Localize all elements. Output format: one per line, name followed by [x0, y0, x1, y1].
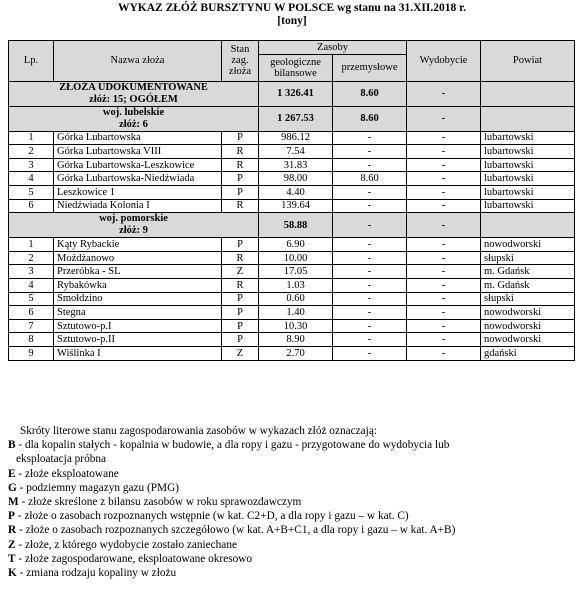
cell-powiat: m. Gdańsk — [481, 265, 575, 279]
cell-geo: 4.40 — [259, 185, 333, 199]
cell-lp: 4 — [9, 278, 54, 292]
cell-przem: - — [333, 333, 407, 347]
legend-text: - złoże o zasobach rozpoznanych szczegółowo (w kat. A+B+C1, a dla ropy i gazu – w kat. A+B) — [16, 524, 456, 537]
cell-stan: P — [222, 292, 259, 306]
cell-przem: - — [333, 238, 407, 252]
group-przem: - — [333, 213, 407, 238]
header-zasoby: Zasoby — [259, 41, 407, 55]
cell-przem: - — [333, 278, 407, 292]
cell-name: Górka Lubartowska-Niedźwiada — [54, 172, 222, 186]
cell-stan: Z — [222, 346, 259, 360]
cell-name: Wiślinka I — [54, 346, 222, 360]
cell-przem: - — [333, 265, 407, 279]
cell-lp: 6 — [9, 306, 54, 320]
document-unit: [tony] — [277, 15, 307, 27]
cell-stan: P — [222, 185, 259, 199]
legend-key: R — [8, 524, 17, 537]
cell-powiat: m. Gdańsk — [481, 278, 575, 292]
group-przem: 8.60 — [333, 106, 407, 131]
cell-stan: P — [222, 319, 259, 333]
cell-przem: - — [333, 346, 407, 360]
cell-lp: 8 — [9, 333, 54, 347]
legend-key: M — [8, 496, 19, 509]
total-row — [9, 81, 575, 106]
cell-wyd: - — [407, 199, 481, 213]
table-row — [9, 251, 575, 265]
cell-geo: 17.05 — [259, 265, 333, 279]
cell-geo: 0.60 — [259, 292, 333, 306]
cell-lp: 3 — [9, 265, 54, 279]
cell-przem: - — [333, 158, 407, 172]
cell-lp: 9 — [9, 346, 54, 360]
cell-wyd: - — [407, 145, 481, 159]
cell-wyd: - — [407, 238, 481, 252]
deposits-table — [8, 40, 575, 361]
cell-lp: 2 — [9, 251, 54, 265]
cell-stan: P — [222, 333, 259, 347]
cell-geo: 31.83 — [259, 158, 333, 172]
group-geo: 58.88 — [259, 213, 333, 238]
cell-stan: Z — [222, 265, 259, 279]
group-powiat — [481, 213, 575, 238]
cell-geo: 6.90 — [259, 238, 333, 252]
legend-text: - zmiana rodzaju kopaliny w złożu — [16, 567, 177, 580]
cell-wyd: - — [407, 346, 481, 360]
cell-lp: 7 — [9, 319, 54, 333]
cell-name: Leszkowice 1 — [54, 185, 222, 199]
cell-geo: 139.64 — [259, 199, 333, 213]
group-wyd: - — [407, 213, 481, 238]
legend-intro: Skróty literowe stanu zagospodarowania zasobów w wykazach złóż oznaczają: — [20, 425, 377, 437]
cell-powiat: lubartowski — [481, 158, 575, 172]
cell-lp: 6 — [9, 199, 54, 213]
legend-item — [8, 538, 574, 552]
cell-wyd: - — [407, 278, 481, 292]
legend-text: - podziemny magazyn gazu (PMG) — [16, 481, 179, 494]
cell-name: Niedźwiada Kolonia I — [54, 199, 222, 213]
cell-stan: P — [222, 238, 259, 252]
cell-wyd: - — [407, 185, 481, 199]
legend-text: - złoże eksploatowane — [15, 467, 119, 480]
group-label — [9, 106, 259, 131]
group-row — [9, 213, 575, 238]
cell-przem: - — [333, 199, 407, 213]
legend-item — [8, 523, 574, 537]
cell-name: Górka Lubartowska-Leszkowice — [54, 158, 222, 172]
cell-powiat: nowodworski — [481, 238, 575, 252]
group-label-line2: złóż: 9 — [119, 225, 148, 237]
total-label-line2: złóż: 15; OGÓŁEM — [89, 93, 178, 105]
cell-stan: R — [222, 199, 259, 213]
legend-item-continuation: eksploatacja próbna — [16, 453, 107, 466]
total-przem: 8.60 — [333, 81, 407, 106]
legend-key: B — [8, 439, 16, 452]
header-lp: Lp. — [9, 41, 54, 82]
header-geologiczne: geologiczne bilansowe — [259, 54, 333, 81]
table-row — [9, 333, 575, 347]
cell-wyd: - — [407, 251, 481, 265]
cell-geo: 8.90 — [259, 333, 333, 347]
cell-lp: 5 — [9, 185, 54, 199]
cell-wyd: - — [407, 306, 481, 320]
cell-wyd: - — [407, 131, 481, 145]
group-wyd: - — [407, 106, 481, 131]
cell-name: Rybakówka — [54, 278, 222, 292]
header-name: Nazwa złoża — [54, 41, 222, 82]
table-row — [9, 158, 575, 172]
cell-wyd: - — [407, 319, 481, 333]
legend-item — [8, 566, 574, 580]
cell-geo: 1.40 — [259, 306, 333, 320]
legend-key: K — [8, 567, 17, 580]
total-powiat — [481, 81, 575, 106]
cell-lp: 1 — [9, 238, 54, 252]
legend-key: P — [8, 510, 15, 523]
legend-item — [8, 495, 574, 509]
total-label — [9, 81, 259, 106]
cell-geo: 1.03 — [259, 278, 333, 292]
cell-geo: 7.54 — [259, 145, 333, 159]
legend-text: - dla kopalin stałych - kopalnia w budowie, a dla ropy i gazu - przygotowane do wydobycia lub — [15, 439, 450, 452]
legend-item — [8, 467, 574, 481]
group-label-line1: woj. lubelskie — [102, 106, 165, 118]
cell-stan: R — [222, 278, 259, 292]
legend-text: - złoże skreślone z bilansu zasobów w roku sprawozdawczym — [18, 496, 302, 509]
legend — [8, 424, 574, 580]
cell-name: Przeróbka - SL — [54, 265, 222, 279]
group-geo: 1 267.53 — [259, 106, 333, 131]
group-row — [9, 106, 575, 131]
cell-powiat: lubartowski — [481, 172, 575, 186]
header-przemyslowe: przemysłowe — [333, 54, 407, 81]
cell-wyd: - — [407, 158, 481, 172]
cell-lp: 5 — [9, 292, 54, 306]
table-row — [9, 199, 575, 213]
header-stan: Stan zag. złoża — [222, 41, 259, 82]
cell-name: Górka Lubartowska VIII — [54, 145, 222, 159]
table-row — [9, 265, 575, 279]
cell-name: Możdżanowo — [54, 251, 222, 265]
cell-powiat: lubartowski — [481, 199, 575, 213]
cell-wyd: - — [407, 292, 481, 306]
cell-name: Sztutowo-p.II — [54, 333, 222, 347]
cell-powiat: słupski — [481, 292, 575, 306]
cell-stan: P — [222, 131, 259, 145]
header-wydobycie: Wydobycie — [407, 41, 481, 82]
cell-geo: 10.00 — [259, 251, 333, 265]
total-label-line1: ZŁOŻA UDOKUMENTOWANE — [59, 81, 208, 93]
legend-key: T — [8, 552, 16, 565]
cell-geo: 2.70 — [259, 346, 333, 360]
cell-stan: P — [222, 306, 259, 320]
cell-stan: P — [222, 172, 259, 186]
table-row — [9, 346, 575, 360]
cell-wyd: - — [407, 172, 481, 186]
cell-lp: 1 — [9, 131, 54, 145]
cell-przem: - — [333, 185, 407, 199]
legend-item — [8, 438, 574, 452]
cell-przem: - — [333, 319, 407, 333]
cell-name: Stegna — [54, 306, 222, 320]
cell-name: Górka Lubartowska — [54, 131, 222, 145]
cell-stan: R — [222, 145, 259, 159]
table-row — [9, 145, 575, 159]
table-row — [9, 278, 575, 292]
cell-powiat: nowodworski — [481, 306, 575, 320]
header-powiat: Powiat — [481, 41, 575, 82]
legend-item — [8, 509, 574, 523]
legend-item — [8, 481, 574, 495]
table-row — [9, 238, 575, 252]
cell-przem: - — [333, 145, 407, 159]
cell-przem: - — [333, 306, 407, 320]
cell-przem: - — [333, 131, 407, 145]
document-title: WYKAZ ZŁÓŻ BURSZTYNU W POLSCE wg stanu na 31.XII.2018 r. — [117, 2, 467, 14]
cell-powiat: gdański — [481, 346, 575, 360]
cell-wyd: - — [407, 333, 481, 347]
table-row — [9, 185, 575, 199]
total-wyd: - — [407, 81, 481, 106]
cell-lp: 2 — [9, 145, 54, 159]
cell-powiat: lubartowski — [481, 145, 575, 159]
cell-geo: 98.00 — [259, 172, 333, 186]
legend-key: E — [8, 467, 16, 480]
legend-text: - złoże zagospodarowane, eksploatowane okresowo — [15, 552, 253, 565]
group-label-line2: złóż: 6 — [119, 118, 148, 130]
cell-name: Smołdzino — [54, 292, 222, 306]
legend-key: G — [8, 481, 17, 494]
table-row — [9, 292, 575, 306]
cell-przem: - — [333, 251, 407, 265]
legend-item — [8, 552, 574, 566]
cell-stan: R — [222, 251, 259, 265]
cell-powiat: słupski — [481, 251, 575, 265]
table-row — [9, 172, 575, 186]
cell-przem: - — [333, 292, 407, 306]
cell-stan: R — [222, 158, 259, 172]
cell-powiat: nowodworski — [481, 333, 575, 347]
group-powiat — [481, 106, 575, 131]
group-label — [9, 213, 259, 238]
cell-name: Kąty Rybackie — [54, 238, 222, 252]
legend-text: - złoże o zasobach rozpoznanych wstępnie (w kat. C2+D, a dla ropy i gazu – w kat. C) — [14, 510, 409, 523]
cell-wyd: - — [407, 265, 481, 279]
cell-geo: 986.12 — [259, 131, 333, 145]
cell-powiat: nowodworski — [481, 319, 575, 333]
total-geo: 1 326.41 — [259, 81, 333, 106]
cell-lp: 3 — [9, 158, 54, 172]
cell-geo: 10.30 — [259, 319, 333, 333]
cell-name: Sztutowo-p.I — [54, 319, 222, 333]
cell-przem: 8.60 — [333, 172, 407, 186]
cell-powiat: lubartowski — [481, 185, 575, 199]
table-row — [9, 319, 575, 333]
legend-text: - złoże, z którego wydobycie zostało zaniechane — [15, 538, 237, 551]
table-row — [9, 306, 575, 320]
table-row — [9, 131, 575, 145]
legend-key: Z — [8, 538, 16, 551]
cell-powiat: lubartowski — [481, 131, 575, 145]
cell-lp: 4 — [9, 172, 54, 186]
group-label-line1: woj. pomorskie — [99, 213, 168, 225]
